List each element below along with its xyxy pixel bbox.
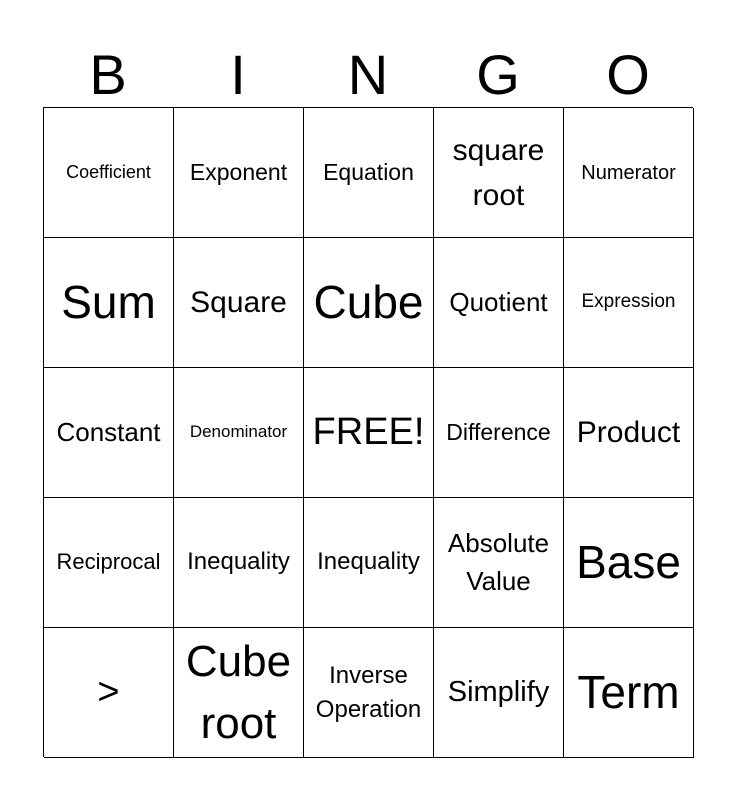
bingo-cell[interactable] <box>564 628 694 758</box>
bingo-cell[interactable] <box>174 628 304 758</box>
bingo-cell[interactable] <box>564 498 694 628</box>
cell-label: Reciprocal <box>56 549 161 575</box>
bingo-cell[interactable] <box>304 368 434 498</box>
cell-label: Difference <box>446 418 551 445</box>
cell-label: Base <box>576 536 681 589</box>
bingo-cell[interactable] <box>44 368 174 498</box>
cell-label: Inequality <box>187 548 290 576</box>
bingo-cell[interactable] <box>304 108 434 238</box>
bingo-cell[interactable] <box>434 238 564 368</box>
bingo-grid <box>43 107 693 757</box>
bingo-cell[interactable] <box>174 368 304 498</box>
header-letter-g: G <box>476 43 520 106</box>
bingo-cell[interactable] <box>44 628 174 758</box>
bingo-cell[interactable] <box>44 108 174 238</box>
cell-label: Inequality <box>317 548 420 576</box>
cell-label: Product <box>576 416 681 449</box>
bingo-cell[interactable] <box>564 368 694 498</box>
cell-label: Inverse Operation <box>315 661 422 723</box>
cell-label: Cube <box>313 276 424 329</box>
cell-label: Denominator <box>189 422 288 442</box>
bingo-cell[interactable] <box>434 108 564 238</box>
header-letter-n: N <box>347 43 389 106</box>
cell-label: Square <box>190 286 287 319</box>
cell-label: Cube root <box>185 636 292 748</box>
cell-label: > <box>97 670 120 713</box>
cell-label: Sum <box>61 276 156 329</box>
cell-label: Constant <box>56 416 161 447</box>
cell-label: Absolute Value <box>447 527 550 596</box>
cell-label: Term <box>577 666 680 719</box>
cell-label: Equation <box>323 158 414 185</box>
bingo-cell[interactable] <box>174 238 304 368</box>
bingo-cell[interactable] <box>304 498 434 628</box>
header-letter-o: O <box>606 43 650 106</box>
cell-label: Expression <box>581 291 676 313</box>
cell-label: Quotient <box>449 286 548 317</box>
bingo-header <box>43 40 693 108</box>
bingo-cell[interactable] <box>44 498 174 628</box>
bingo-cell[interactable] <box>174 108 304 238</box>
bingo-cell[interactable] <box>434 368 564 498</box>
bingo-cell[interactable] <box>434 628 564 758</box>
bingo-cell[interactable] <box>174 498 304 628</box>
bingo-cell[interactable] <box>304 238 434 368</box>
bingo-cell[interactable] <box>44 238 174 368</box>
bingo-cell[interactable] <box>564 238 694 368</box>
bingo-cell[interactable] <box>564 108 694 238</box>
header-letter-i: I <box>230 43 246 106</box>
cell-label: Exponent <box>189 158 288 185</box>
cell-label: Numerator <box>581 161 676 184</box>
cell-label: Simplify <box>447 675 550 708</box>
cell-label: Coefficient <box>66 162 151 183</box>
bingo-cell[interactable] <box>434 498 564 628</box>
cell-label: FREE! <box>312 410 425 453</box>
header-letter-b: B <box>89 43 127 106</box>
cell-label: square root <box>452 133 545 212</box>
bingo-cell[interactable] <box>304 628 434 758</box>
